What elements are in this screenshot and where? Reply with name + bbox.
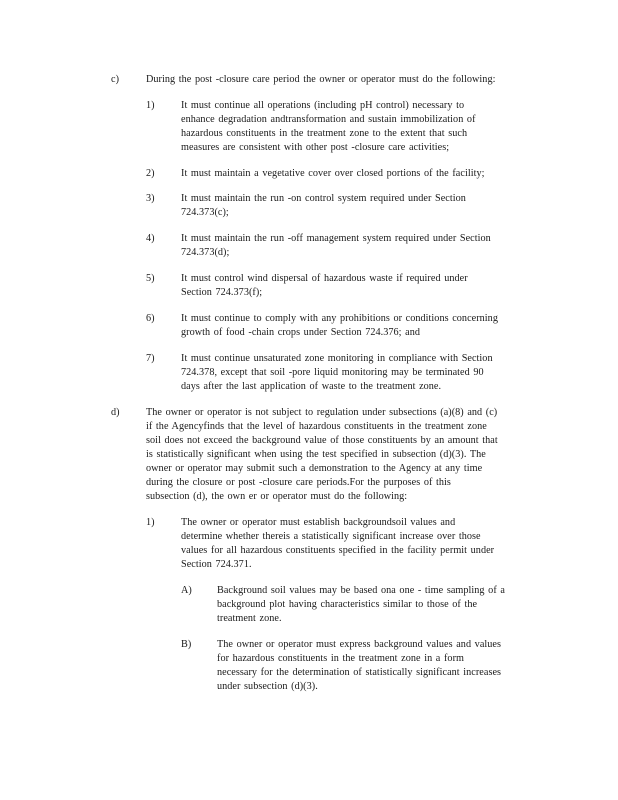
item-number: 7) [146, 353, 155, 364]
subitem-text-line: Background soil values may be based ona one - time sampling of a [217, 585, 505, 596]
section-d-label: d) [111, 407, 120, 418]
item-text-line: 724.378, except that soil -pore liquid monitoring may be terminated 90 [181, 367, 484, 378]
item-text-line: It must maintain a vegetative cover over closed portions of the facility; [181, 168, 485, 179]
item-number: 1) [146, 517, 155, 528]
item-text-line: It must control wind dispersal of hazardous waste if required under [181, 273, 468, 284]
subitem-text-line: The owner or operator must express background values and values [217, 639, 502, 650]
item-text-line: measures are consistent with other post -closure care activities; [181, 142, 450, 153]
item-text-line: days after the last application of waste to the treatment zone. [181, 381, 442, 392]
subitem-number: A) [181, 585, 192, 596]
subitem-text-line: treatment zone. [217, 613, 282, 624]
item-number: 4) [146, 233, 155, 244]
item-number: 6) [146, 313, 155, 324]
item-number: 5) [146, 273, 155, 284]
section-c-label: c) [111, 74, 120, 85]
section-d-line: The owner or operator is not subject to regulation under subsections (a)(8) and (c) [146, 407, 498, 418]
item-text-line: It must continue unsaturated zone monitoring in compliance with Section [181, 353, 493, 364]
section-d-line: if the Agencyfinds that the level of hazardous constituents in the treatment zone [146, 421, 487, 432]
section-c-lead: During the post -closure care period the owner or operator must do the following: [146, 74, 496, 85]
item-text-line: determine whether thereis a statistically significant increase over those [181, 531, 481, 542]
item-text-line: values for all hazardous constituents specified in the facility permit under [181, 545, 495, 556]
item-number: 2) [146, 168, 155, 179]
section-d-line: soil does not exceed the background value of those constituents by an amount that [146, 435, 498, 446]
item-text-line: Section 724.371. [181, 559, 252, 570]
item-text-line: growth of food -chain crops under Section 724.376; and [181, 327, 421, 338]
subitem-text-line: background plot having characteristics similar to those of the [217, 599, 478, 610]
section-d-line: subsection (d), the own er or operator must do the following: [146, 491, 408, 502]
item-text-line: It must continue all operations (including pH control) necessary to [181, 100, 465, 111]
subitem-text-line: for hazardous constituents in the treatment zone in a form [217, 653, 464, 664]
subitem-text-line: under subsection (d)(3). [217, 681, 318, 692]
item-text-line: It must maintain the run -on control system required under Section [181, 193, 466, 204]
section-d-line: during the closure or post -closure care periods.For the purposes of this [146, 477, 451, 488]
item-text-line: The owner or operator must establish backgroundsoil values and [181, 517, 456, 528]
item-number: 3) [146, 193, 155, 204]
section-d-line: owner or operator may submit such a demonstration to the Agency at any time [146, 463, 483, 474]
subitem-text-line: necessary for the determination of statistically significant increases [217, 667, 502, 678]
item-number: 1) [146, 100, 155, 111]
item-text-line: It must maintain the run -off management system required under Section [181, 233, 491, 244]
item-text-line: Section 724.373(f); [181, 287, 263, 298]
subitem-number: B) [181, 639, 192, 650]
item-text-line: hazardous constituents in the treatment zone to the extent that such [181, 128, 468, 139]
section-d-line: is statistically significant when using the test specified in subsection (d)(3). The [146, 449, 486, 460]
item-text-line: It must continue to comply with any prohibitions or conditions concerning [181, 313, 498, 324]
item-text-line: 724.373(c); [181, 207, 229, 218]
item-text-line: 724.373(d); [181, 247, 230, 258]
item-text-line: enhance degradation andtransformation and sustain immobilization of [181, 114, 476, 125]
